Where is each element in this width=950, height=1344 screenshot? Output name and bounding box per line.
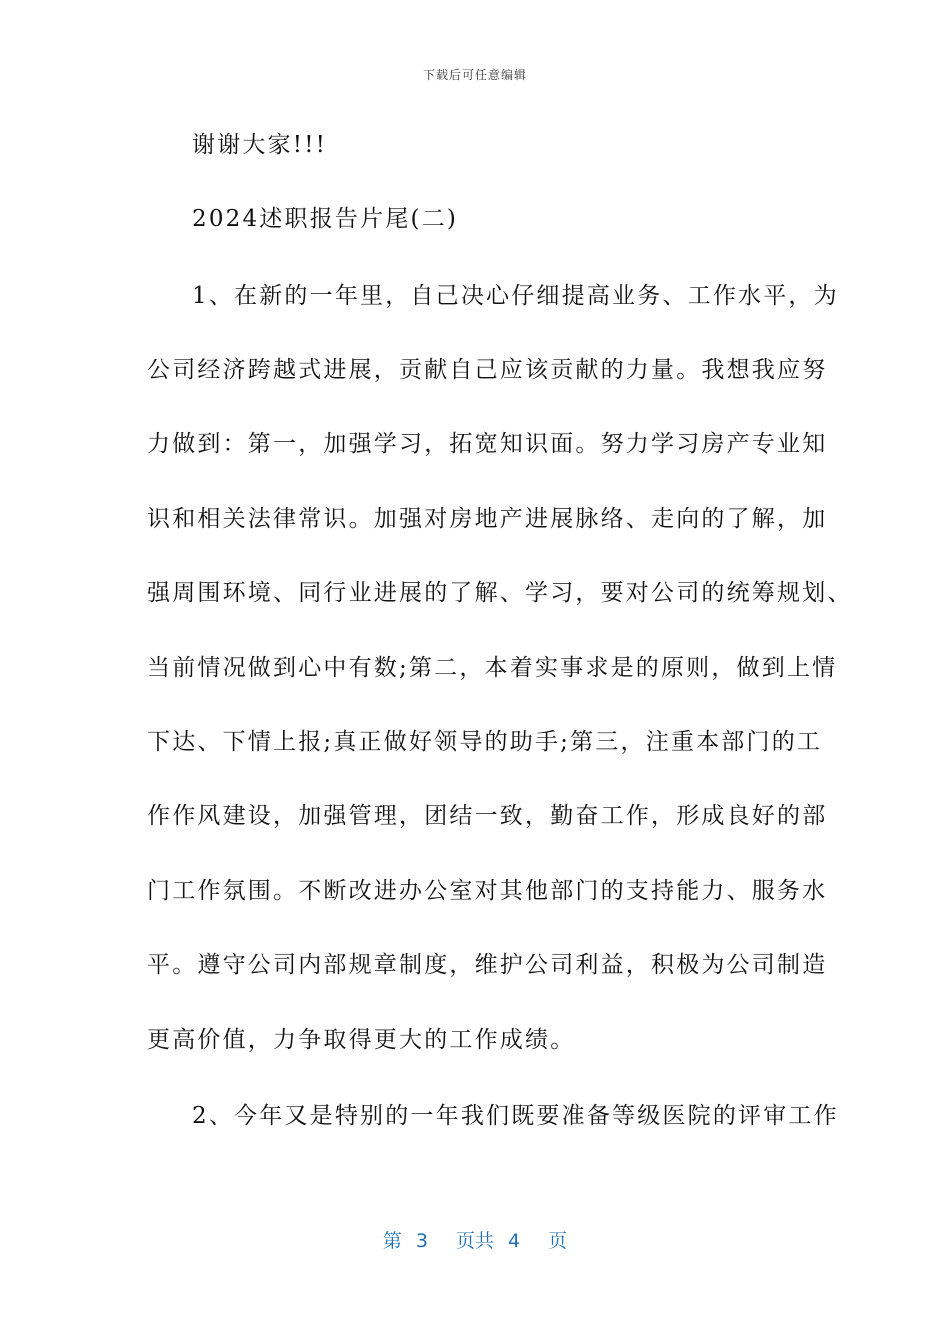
total-pages: 4 xyxy=(508,1230,521,1252)
text-line: 力做到：第一，加强学习，拓宽知识面。努力学习房产专业知 xyxy=(147,431,828,457)
text-line: 识和相关法律常识。加强对房地产进展脉络、走向的了解，加 xyxy=(147,506,828,532)
text-line: 门工作氛围。不断改进办公室对其他部门的支持能力、服务水 xyxy=(147,878,828,904)
text-line: 谢谢大家!!! xyxy=(192,132,328,158)
section-title: 2024述职报告片尾(二) xyxy=(192,206,459,232)
text-line: 1、在新的一年里，自己决心仔细提高业务、工作水平，为 xyxy=(192,283,839,309)
text-line: 2、今年又是特别的一年我们既要准备等级医院的评审工作 xyxy=(192,1103,839,1129)
text-line: 公司经济跨越式进展，贡献自己应该贡献的力量。我想我应努 xyxy=(147,357,828,383)
text-line: 当前情况做到心中有数;第二，本着实事求是的原则，做到上情 xyxy=(147,655,838,681)
text-line: 强周围环境、同行业进展的了解、学习，要对公司的统筹规划、 xyxy=(147,580,853,606)
text-line: 下达、下情上报;真正做好领导的助手;第三，注重本部门的工 xyxy=(147,729,823,755)
page-number: 3 xyxy=(415,1230,428,1252)
page-label: 第 xyxy=(382,1230,402,1252)
page-suffix: 页 xyxy=(548,1230,568,1252)
text-line: 作作风建设，加强管理，团结一致，勤奋工作，形成良好的部 xyxy=(147,803,828,829)
text-line: 平。遵守公司内部规章制度，维护公司利益，积极为公司制造 xyxy=(147,952,828,978)
page-total-label: 页共 xyxy=(455,1230,494,1252)
text-line: 更高价值，力争取得更大的工作成绩。 xyxy=(147,1027,576,1053)
page-footer xyxy=(0,1226,950,1253)
header-note: 下载后可任意编辑 xyxy=(422,68,527,82)
